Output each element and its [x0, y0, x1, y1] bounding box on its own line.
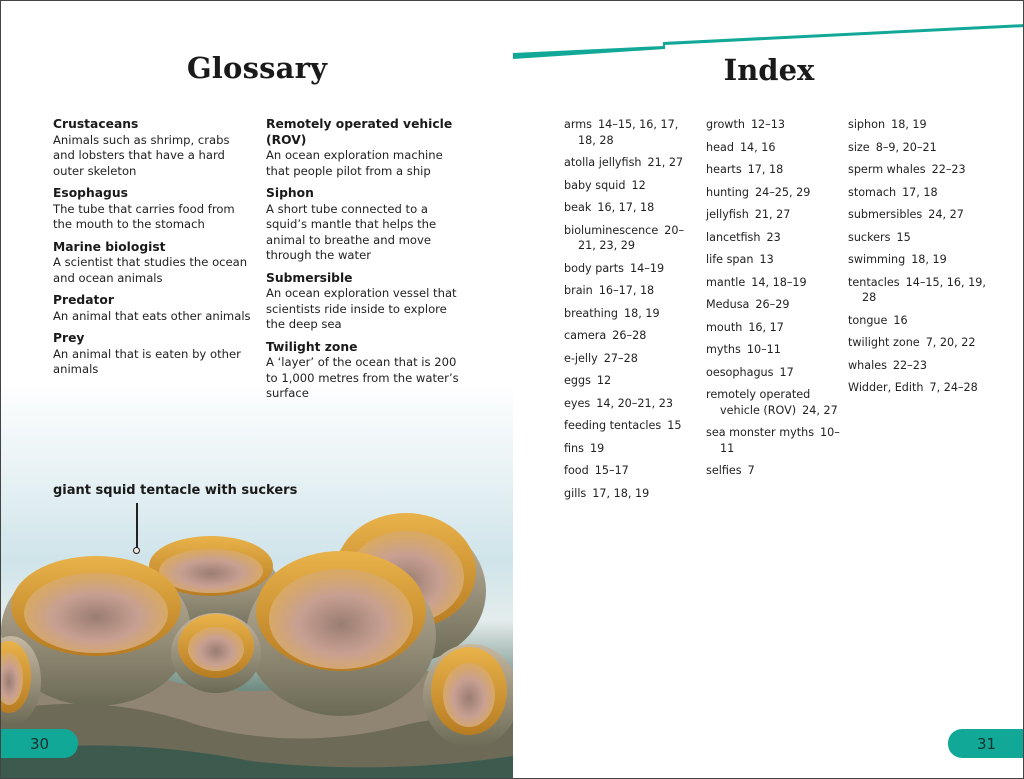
index-entry — [706, 425, 841, 456]
index-pages: 14, 18–19 — [751, 275, 807, 289]
glossary-definition: Animals such as shrimp, crabs and lobsters that have a hard outer skeleton — [53, 132, 230, 178]
index-term: whales — [848, 358, 887, 372]
glossary-term: Siphon — [266, 186, 314, 200]
index-pages: 20–21, 23, 29 — [578, 223, 685, 252]
index-pages: 13 — [759, 253, 774, 266]
glossary-title: Glossary — [186, 51, 328, 85]
index-term: bioluminescence — [564, 223, 659, 237]
index-entry — [564, 223, 699, 254]
index-term: brain — [564, 284, 593, 297]
index-pages: 12–13 — [750, 118, 786, 131]
index-term: life span — [706, 253, 754, 266]
index-entry — [848, 380, 988, 396]
index-entry — [564, 261, 699, 277]
glossary-definition: The tube that carries food from the mouth to the stomach — [53, 201, 235, 231]
glossary-definition: A ‘layer’ of the ocean that is 200 to 1,000 metres from the water’s surface — [266, 355, 459, 400]
index-entry — [848, 162, 988, 178]
index-term: fins — [564, 441, 584, 455]
index-term: tongue — [848, 313, 888, 327]
photo-caption: giant squid tentacle with suckers — [53, 483, 298, 498]
index-entry — [564, 373, 699, 389]
index-term: mouth — [706, 320, 743, 334]
glossary-definition: An animal that eats other animals — [53, 308, 251, 323]
index-pages: 17, 18 — [902, 185, 938, 199]
glossary-definition: An ocean exploration vessel that scientists ride inside to explore the deep sea — [266, 286, 457, 331]
index-entry — [848, 230, 988, 246]
glossary-definition: A short tube connected to a squid’s mantle that helps the animal to breathe and move through the water — [266, 201, 437, 262]
glossary-term: Esophagus — [53, 186, 128, 200]
index-entry — [706, 365, 841, 381]
index-term: breathing — [564, 306, 618, 320]
index-entry — [706, 140, 841, 156]
index-term: body parts — [564, 261, 624, 275]
glossary-entry — [53, 331, 253, 378]
glossary-entry — [266, 186, 466, 264]
index-term: mantle — [706, 275, 746, 289]
index-term: remotely operated vehicle (ROV) — [706, 388, 811, 417]
index-pages: 24–25, 29 — [754, 185, 811, 199]
index-term: size — [848, 140, 870, 154]
glossary-entry — [266, 117, 466, 179]
glossary-term: Predator — [53, 293, 114, 307]
index-column-1 — [564, 117, 699, 508]
index-pages: 16–17, 18 — [598, 284, 655, 297]
index-term: jellyfish — [706, 208, 749, 221]
teal-accent-stripe — [513, 1, 1024, 61]
index-pages: 15 — [896, 230, 911, 244]
index-term: gills — [564, 486, 587, 500]
index-pages: 21, 27 — [647, 156, 684, 169]
index-pages: 23 — [766, 230, 781, 244]
index-term: camera — [564, 329, 607, 342]
index-pages: 7, 24–28 — [929, 381, 978, 394]
index-term: atolla jellyfish — [564, 156, 642, 169]
glossary-term: Prey — [53, 331, 85, 345]
index-term: sperm whales — [848, 163, 926, 176]
glossary-page — [1, 1, 513, 779]
index-term: feeding tentacles — [564, 419, 662, 432]
glossary-definition: An animal that is eaten by other animals — [53, 346, 241, 376]
index-entry — [564, 328, 699, 344]
index-pages: 26–29 — [755, 298, 790, 311]
index-term: myths — [706, 343, 741, 356]
index-term: hunting — [706, 185, 749, 199]
caption-leader-line — [136, 503, 138, 548]
index-term: food — [564, 464, 589, 477]
index-term: baby squid — [564, 178, 626, 192]
index-page — [513, 1, 1024, 779]
index-term: stomach — [848, 185, 897, 199]
index-pages: 17, 18, 19 — [592, 486, 650, 500]
index-entry — [564, 418, 699, 434]
index-entry — [564, 200, 699, 216]
index-pages: 10–11 — [746, 343, 781, 356]
index-term: selfies — [706, 464, 742, 477]
page-number-right: 31 — [948, 729, 1024, 758]
index-pages: 16, 17 — [748, 320, 784, 334]
caption-pointer-dot — [133, 547, 140, 554]
glossary-term: Submersible — [266, 270, 353, 285]
index-entry — [706, 463, 841, 479]
index-pages: 14–19 — [630, 261, 665, 275]
index-pages: 14–15, 16, 19, 28 — [862, 275, 986, 304]
glossary-term: Twilight zone — [266, 339, 358, 354]
index-term: swimming — [848, 253, 906, 266]
index-pages: 12 — [596, 374, 612, 387]
index-entry — [564, 396, 699, 412]
index-entry — [706, 387, 841, 418]
index-entry — [564, 441, 699, 457]
index-pages: 18, 19 — [911, 253, 947, 266]
index-pages: 18, 19 — [891, 118, 927, 131]
glossary-term: Remotely operated vehicle (ROV) — [266, 117, 453, 147]
index-entry — [564, 486, 699, 502]
index-entry — [706, 252, 841, 268]
glossary-definition: An ocean exploration machine that people pilot from a ship — [266, 148, 443, 178]
index-pages: 8–9, 20–21 — [875, 140, 937, 154]
index-entry — [564, 155, 699, 171]
glossary-definition: A scientist that studies the ocean and ocean animals — [53, 255, 248, 285]
index-term: arms — [564, 118, 592, 131]
index-entry — [848, 275, 988, 306]
index-entry — [706, 117, 841, 133]
index-entry — [848, 117, 988, 133]
index-pages: 14, 16 — [739, 140, 776, 154]
index-pages: 22–23 — [931, 163, 966, 176]
index-entry — [706, 185, 841, 201]
index-entry — [706, 342, 841, 358]
index-column-2 — [706, 117, 841, 486]
index-entry — [848, 207, 988, 223]
glossary-term: Marine biologist — [53, 239, 166, 254]
index-pages: 17, 18 — [747, 163, 784, 176]
glossary-entry — [266, 340, 466, 402]
index-entry — [564, 306, 699, 322]
index-pages: 7, 20, 22 — [925, 336, 976, 349]
index-pages: 21, 27 — [754, 208, 791, 221]
index-term: Widder, Edith — [848, 381, 924, 394]
giant-squid-tentacle-photo — [1, 381, 513, 779]
index-pages: 16 — [893, 313, 908, 327]
index-term: eggs — [564, 374, 591, 387]
index-entry — [564, 351, 699, 367]
index-pages: 19 — [589, 441, 605, 455]
index-pages: 16, 17, 18 — [597, 201, 655, 214]
index-pages: 14, 20–21, 23 — [596, 396, 673, 410]
index-term: sea monster myths — [706, 426, 815, 439]
index-column-3 — [848, 117, 988, 403]
index-pages: 27–28 — [603, 351, 638, 365]
glossary-column-1 — [53, 117, 253, 385]
glossary-entry — [53, 117, 253, 179]
index-pages: 22–23 — [892, 358, 927, 372]
glossary-term: Crustaceans — [53, 117, 139, 131]
index-entry — [848, 140, 988, 156]
index-term: beak — [564, 201, 592, 214]
index-entry — [706, 275, 841, 291]
index-term: twilight zone — [848, 336, 920, 349]
index-term: growth — [706, 118, 745, 131]
index-title: Index — [723, 53, 815, 87]
index-entry — [848, 335, 988, 351]
index-entry — [706, 320, 841, 336]
index-entry — [706, 230, 841, 246]
index-pages: 15 — [667, 419, 682, 432]
page-number-left: 30 — [1, 729, 78, 758]
index-entry — [706, 297, 841, 313]
index-term: suckers — [848, 230, 891, 244]
glossary-entry — [53, 293, 253, 324]
index-pages: 10–11 — [720, 426, 840, 455]
index-pages: 26–28 — [612, 329, 647, 342]
index-entry — [564, 178, 699, 194]
index-term: eyes — [564, 396, 591, 410]
index-pages: 24, 27 — [802, 403, 838, 417]
index-pages: 7 — [747, 464, 755, 477]
index-term: Medusa — [706, 298, 750, 311]
index-entry — [564, 463, 699, 479]
index-pages: 18, 19 — [623, 306, 660, 320]
index-entry — [706, 162, 841, 178]
index-pages: 15–17 — [594, 464, 629, 477]
index-entry — [706, 207, 841, 223]
index-term: tentacles — [848, 275, 900, 289]
glossary-entry — [53, 240, 253, 287]
index-term: siphon — [848, 118, 886, 131]
index-entry — [564, 283, 699, 299]
glossary-entry — [53, 186, 253, 233]
index-pages: 14–15, 16, 17, 18, 28 — [578, 118, 679, 147]
index-pages: 12 — [631, 178, 646, 192]
index-entry — [848, 185, 988, 201]
index-pages: 17 — [779, 365, 794, 379]
index-term: head — [706, 140, 734, 154]
index-entry — [848, 358, 988, 374]
index-term: hearts — [706, 163, 742, 176]
index-term: e-jelly — [564, 351, 598, 365]
index-pages: 24, 27 — [928, 208, 964, 221]
index-term: lancetfish — [706, 230, 761, 244]
index-entry — [564, 117, 699, 148]
glossary-entry — [266, 271, 466, 333]
index-term: oesophagus — [706, 365, 774, 379]
index-entry — [848, 313, 988, 329]
index-term: submersibles — [848, 208, 923, 221]
glossary-column-2 — [266, 117, 466, 409]
index-entry — [848, 252, 988, 268]
